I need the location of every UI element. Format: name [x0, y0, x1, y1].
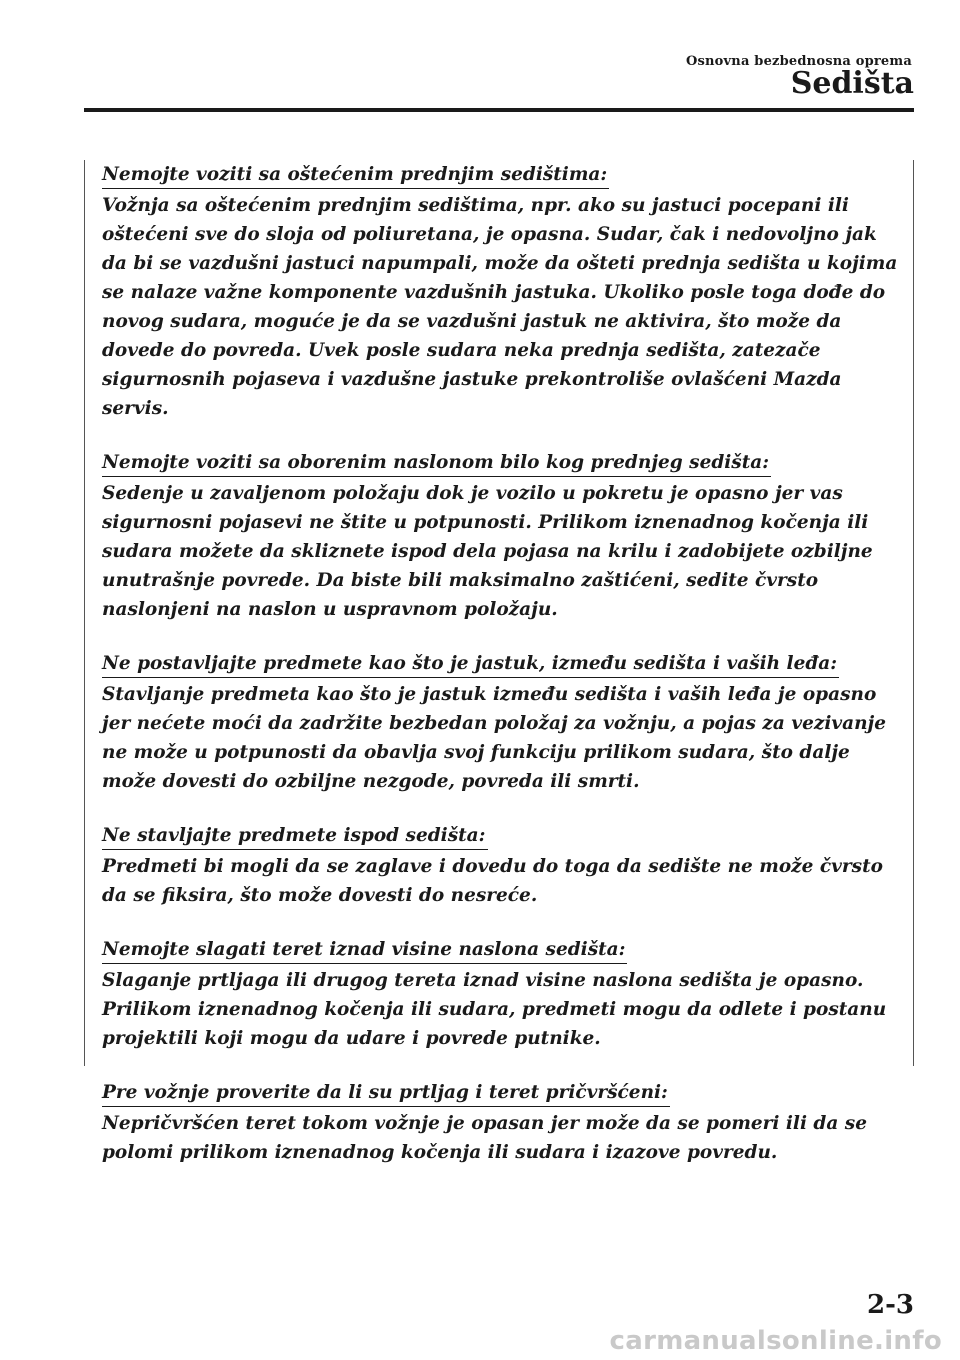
- warning-heading: Ne postavljajte predmete kao što je jastuk, između sedišta i vaših leđa:: [102, 651, 839, 678]
- warning-item: [102, 651, 902, 796]
- warning-text: Slaganje prtljaga ili drugog tereta iznad visine naslona sedišta je opasno. Prilikom iznenadnog kočenja ili sudara, predmeti mogu da odlete i postanu projektili koji mogu da udare i povrede putnike.: [102, 970, 887, 1049]
- header-divider: [84, 108, 914, 112]
- warning-heading: Pre vožnje proverite da li su prtljag i teret pričvršćeni:: [102, 1080, 670, 1107]
- watermark: carmanualsonline.info: [609, 1326, 942, 1356]
- section-label: Osnovna bezbednosna oprema: [685, 54, 912, 69]
- page-title: Sedišta: [790, 66, 914, 101]
- warning-heading: Nemojte voziti sa oštećenim prednjim sedištima:: [102, 162, 609, 189]
- warning-heading: Ne stavljajte predmete ispod sedišta:: [102, 823, 488, 850]
- warning-item: [102, 937, 902, 1053]
- warning-text: Vožnja sa oštećenim prednjim sedištima, npr. ako su jastuci pocepani ili oštećeni sve do sloja od poliuretana, je opasna. Sudar, čak i nedovoljno jak da bi se vazdušni jastuci napumpali, može da ošteti prednja sedišta u kojima se nalaze važne komponente vazdušnih jastuka. Ukoliko posle toga dođe do novog sudara, moguće je da se vazdušni jastuk ne aktivira, što može da dovede do povreda. Uvek posle sudara neka prednja sedišta, zatezače sigurnosnih pojaseva i vazdušne jastuke prekontroliše ovlašćeni Mazda servis.: [102, 195, 898, 419]
- warning-item: [102, 823, 902, 910]
- warning-heading: Nemojte voziti sa oborenim naslonom bilo kog prednjeg sedišta:: [102, 450, 771, 477]
- page-number: 2-3: [867, 1290, 914, 1320]
- warning-text: Predmeti bi mogli da se zaglave i dovedu do toga da sedište ne može čvrsto da se fiksira, što može dovesti do nesreće.: [102, 856, 883, 906]
- warning-item: [102, 1080, 902, 1167]
- warning-text: Nepričvršćen teret tokom vožnje je opasan jer može da se pomeri ili da se polomi prilikom iznenadnog kočenja ili sudara i izazove povredu.: [102, 1113, 867, 1163]
- warning-item: [102, 162, 902, 423]
- warning-item: [102, 450, 902, 624]
- warning-heading: Nemojte slagati teret iznad visine naslona sedišta:: [102, 937, 627, 964]
- warning-text: Stavljanje predmeta kao što je jastuk između sedišta i vaših leđa je opasno jer nećete moći da zadržite bezbedan položaj za vožnju, a pojas za vezivanje ne može u potpunosti da obavlja svoj funkciju prilikom sudara, što dalje može dovesti do ozbiljne nezgode, povreda ili smrti.: [102, 684, 887, 792]
- warning-list: [102, 162, 902, 1194]
- warning-text: Sedenje u zavaljenom položaju dok je vozilo u pokretu je opasno jer vas sigurnosni pojasevi ne štite u potpunosti. Prilikom iznenadnog kočenja ili sudara možete da skliznete ispod dela pojasa na krilu i zadobijete ozbiljne unutrašnje povrede. Da biste bili maksimalno zaštićeni, sedite čvrsto naslonjeni na naslon u uspravnom položaju.: [102, 483, 873, 620]
